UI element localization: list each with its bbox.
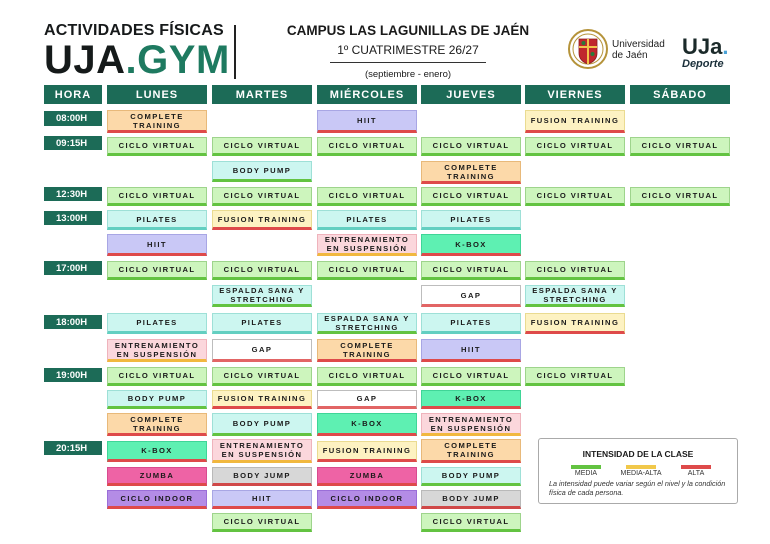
class-cell[interactable]: PILATES [107,210,207,230]
term-label: 1º CUATRIMESTRE 26/27 [337,43,479,57]
class-cell[interactable]: PILATES [212,313,312,334]
class-cell[interactable]: BODY PUMP [421,467,521,486]
class-cell[interactable]: HIIT [107,234,207,256]
class-cell[interactable]: BODY PUMP [107,390,207,409]
deporte-uja: UJa [682,34,723,59]
class-cell[interactable]: CICLO VIRTUAL [421,513,521,532]
deporte-label: Deporte [682,58,724,70]
column-lunes: LUNES [107,85,207,104]
class-cell[interactable]: CICLO VIRTUAL [630,137,730,156]
time-1700: 17:00H [44,261,102,275]
class-cell[interactable]: CICLO INDOOR [107,490,207,509]
brand-logo [44,38,230,82]
class-cell[interactable]: ENTRENAMIENTO EN SUSPENSIÓN [212,439,312,463]
class-cell[interactable]: CICLO VIRTUAL [212,367,312,386]
class-cell[interactable]: CICLO INDOOR [317,490,417,509]
time-2015: 20:15H [44,441,102,455]
brand-uja: UJA [44,38,126,82]
legend-note: La intensidad puede variar según el nivel y la condición física de cada persona. [549,479,726,497]
class-cell[interactable]: GAP [212,339,312,362]
class-cell[interactable]: GAP [421,285,521,307]
class-cell[interactable]: ENTRENAMIENTO EN SUSPENSIÓN [421,413,521,436]
class-cell[interactable]: CICLO VIRTUAL [107,367,207,386]
class-cell[interactable]: BODY JUMP [421,490,521,509]
class-cell[interactable]: CICLO VIRTUAL [107,261,207,280]
legend-label: MEDIA [574,470,598,477]
class-cell[interactable]: ENTRENAMIENTO EN SUSPENSIÓN [317,234,417,256]
time-0800: 08:00H [44,111,102,125]
class-cell[interactable]: GAP [317,390,417,409]
class-cell[interactable]: FUSION TRAINING [317,441,417,462]
column-hora: HORA [44,85,102,104]
class-cell[interactable]: CICLO VIRTUAL [630,187,730,206]
class-cell[interactable]: CICLO VIRTUAL [317,137,417,156]
class-cell[interactable]: CICLO VIRTUAL [525,137,625,156]
class-cell[interactable]: FUSION TRAINING [525,313,625,334]
class-cell[interactable]: CICLO VIRTUAL [525,187,625,206]
class-cell[interactable]: CICLO VIRTUAL [107,187,207,206]
class-cell[interactable]: COMPLETE TRAINING [107,110,207,133]
class-cell[interactable]: CICLO VIRTUAL [317,187,417,206]
intensity-legend [538,438,738,504]
class-cell[interactable]: CICLO VIRTUAL [421,137,521,156]
class-cell[interactable]: HIIT [212,490,312,509]
class-cell[interactable]: ESPALDA SANA Y STRETCHING [525,285,625,307]
class-cell[interactable]: FUSION TRAINING [525,110,625,133]
class-cell[interactable]: CICLO VIRTUAL [212,137,312,156]
class-cell[interactable]: CICLO VIRTUAL [525,367,625,386]
class-cell[interactable]: BODY PUMP [212,413,312,436]
class-cell[interactable]: COMPLETE TRAINING [421,161,521,184]
class-cell[interactable]: ZUMBA [317,467,417,486]
term-rule [330,62,486,63]
legend-swatch-media-alta [626,465,656,469]
legend-item-media [561,465,611,477]
class-cell[interactable]: CICLO VIRTUAL [212,187,312,206]
class-cell[interactable]: K-BOX [107,441,207,462]
class-cell[interactable]: ESPALDA SANA Y STRETCHING [317,313,417,334]
campus-name: CAMPUS LAS LAGUNILLAS DE JAÉN [286,23,530,38]
deporte-dot: . [722,34,729,59]
legend-swatch-media [571,465,601,469]
time-1800: 18:00H [44,315,102,329]
class-cell[interactable]: FUSION TRAINING [212,210,312,230]
class-cell[interactable]: COMPLETE TRAINING [317,339,417,362]
university-seal-icon [568,26,608,72]
class-cell[interactable]: K-BOX [421,234,521,256]
time-1230: 12:30H [44,187,102,201]
class-cell[interactable]: ENTRENAMIENTO EN SUSPENSIÓN [107,339,207,362]
time-0915: 09:15H [44,136,102,150]
class-cell[interactable]: PILATES [421,210,521,230]
class-cell[interactable]: FUSION TRAINING [212,390,312,409]
class-cell[interactable]: CICLO VIRTUAL [107,137,207,156]
brand-dot: . [125,38,138,82]
class-cell[interactable]: CICLO VIRTUAL [421,187,521,206]
class-cell[interactable]: COMPLETE TRAINING [107,413,207,436]
class-cell[interactable]: BODY JUMP [212,467,312,486]
class-cell[interactable]: CICLO VIRTUAL [212,261,312,280]
column-miercoles: MIÉRCOLES [317,85,417,104]
legend-item-alta [671,465,721,477]
class-cell[interactable]: BODY PUMP [212,161,312,182]
university-name: Universidad de Jaén [612,39,665,61]
legend-label: ALTA [687,470,705,477]
time-1900: 19:00H [44,368,102,382]
page-title: ACTIVIDADES FÍSICAS [44,22,224,39]
column-martes: MARTES [212,85,312,104]
class-cell[interactable]: CICLO VIRTUAL [421,261,521,280]
class-cell[interactable]: HIIT [317,110,417,133]
class-cell[interactable]: CICLO VIRTUAL [317,261,417,280]
class-cell[interactable]: K-BOX [421,390,521,409]
term-months: (septiembre - enero) [364,69,452,80]
legend-label: MEDIA-ALTA [620,470,662,477]
class-cell[interactable]: CICLO VIRTUAL [421,367,521,386]
legend-title: INTENSIDAD DE LA CLASE [582,449,694,459]
class-cell[interactable]: COMPLETE TRAINING [421,439,521,463]
time-1300: 13:00H [44,211,102,225]
uja-deporte-logo [682,36,742,70]
legend-swatch-alta [681,465,711,469]
class-cell[interactable]: CICLO VIRTUAL [317,367,417,386]
class-cell[interactable]: HIIT [421,339,521,362]
legend-item-media-alta [616,465,666,477]
column-jueves: JUEVES [421,85,521,104]
class-cell[interactable]: ESPALDA SANA Y STRETCHING [212,285,312,307]
column-viernes: VIERNES [525,85,625,104]
class-cell[interactable]: PILATES [421,313,521,334]
brand-gym: GYM [137,38,230,82]
class-cell[interactable]: K-BOX [317,413,417,436]
class-cell[interactable]: CICLO VIRTUAL [212,513,312,532]
class-cell[interactable]: PILATES [317,210,417,230]
header-divider [234,25,236,79]
class-cell[interactable]: CICLO VIRTUAL [525,261,625,280]
class-cell[interactable]: ZUMBA [107,467,207,486]
column-sabado: SÁBADO [630,85,730,104]
class-cell[interactable]: PILATES [107,313,207,334]
